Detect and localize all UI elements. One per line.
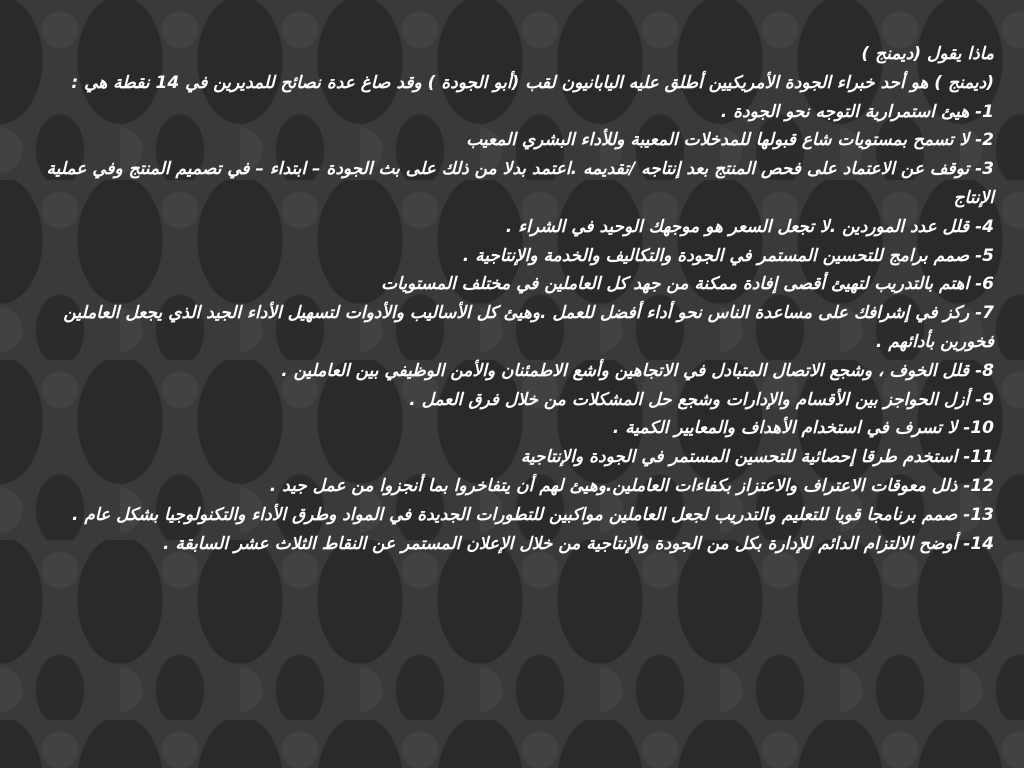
point-12: 12- ذلل معوقات الاعتراف والاعتزاز بكفاءات العاملين.وهيئ لهم أن يتفاخروا بما أنجزوا من عمل جيد . [269, 475, 994, 496]
point-7: 7- ركز في إشرافك على مساعدة الناس نحو أداء أفضل للعمل .وهيئ كل الأساليب والأدوات لتسهيل الأداء الجيد الذي يجعل العاملين فخورين بأدائهم . [63, 303, 994, 352]
point-5: 5- صمم برامج للتحسين المستمر في الجودة والتكاليف والخدمة والإنتاجية . [462, 245, 994, 266]
point-2: 2- لا تسمح بمستويات شاع قبولها للمدخلات المعيبة وللأداء البشري المعيب [466, 130, 994, 151]
point-1: 1- هيئ استمرارية التوجه نحو الجودة . [720, 101, 994, 122]
slide-title: ماذا يقول (ديمنج ) [861, 44, 994, 64]
point-6: 6- اهتم بالتدريب لتهيئ أقصى إفادة ممكنة من جهد كل العاملين في مختلف المستويات [381, 274, 994, 295]
point-9: 9- أزل الحواجز بين الأقسام والإدارات وشجع حل المشكلات من خلال فرق العمل . [409, 389, 994, 410]
point-14: 14- أوضح الالتزام الدائم للإدارة بكل من الجودة والإنتاجية من خلال الإعلان المستمر عن النقاط الثلاث عشر السابقة . [163, 533, 994, 554]
point-8: 8- قلل الخوف ، وشجع الاتصال المتبادل في الاتجاهين وأشع الاطمئنان والأمن الوظيفي بين العاملين . [281, 360, 994, 381]
point-4: 4- قلل عدد الموردين .لا تجعل السعر هو موجهك الوحيد في الشراء . [505, 216, 994, 237]
intro-paragraph: (ديمنج ) هو أحد خبراء الجودة الأمريكيين أطلق عليه اليابانيون لقب (أبو الجودة ) وقد صاغ عدة نصائح للمديرين في 14 نقطة هي : [71, 72, 994, 93]
point-10: 10- لا تسرف في استخدام الأهداف والمعايير الكمية . [612, 418, 994, 439]
point-3: 3- توقف عن الاعتماد على فحص المنتج بعد إنتاجه /تقديمه .اعتمد بدلا من ذلك على بث الجودة – ابتداء – في تصميم المنتج وفي عملية الإنتاج [46, 159, 994, 208]
point-13: 13- صمم برنامجا قويا للتعليم والتدريب لجعل العاملين مواكبين للتطورات الجديدة في المواد وطرق الأداء والتكنولوجيا بشكل عام . [71, 504, 994, 525]
slide-text-body [34, 40, 994, 558]
point-11: 11- استخدم طرقا إحصائية للتحسين المستمر في الجودة والإنتاجية [520, 447, 994, 468]
